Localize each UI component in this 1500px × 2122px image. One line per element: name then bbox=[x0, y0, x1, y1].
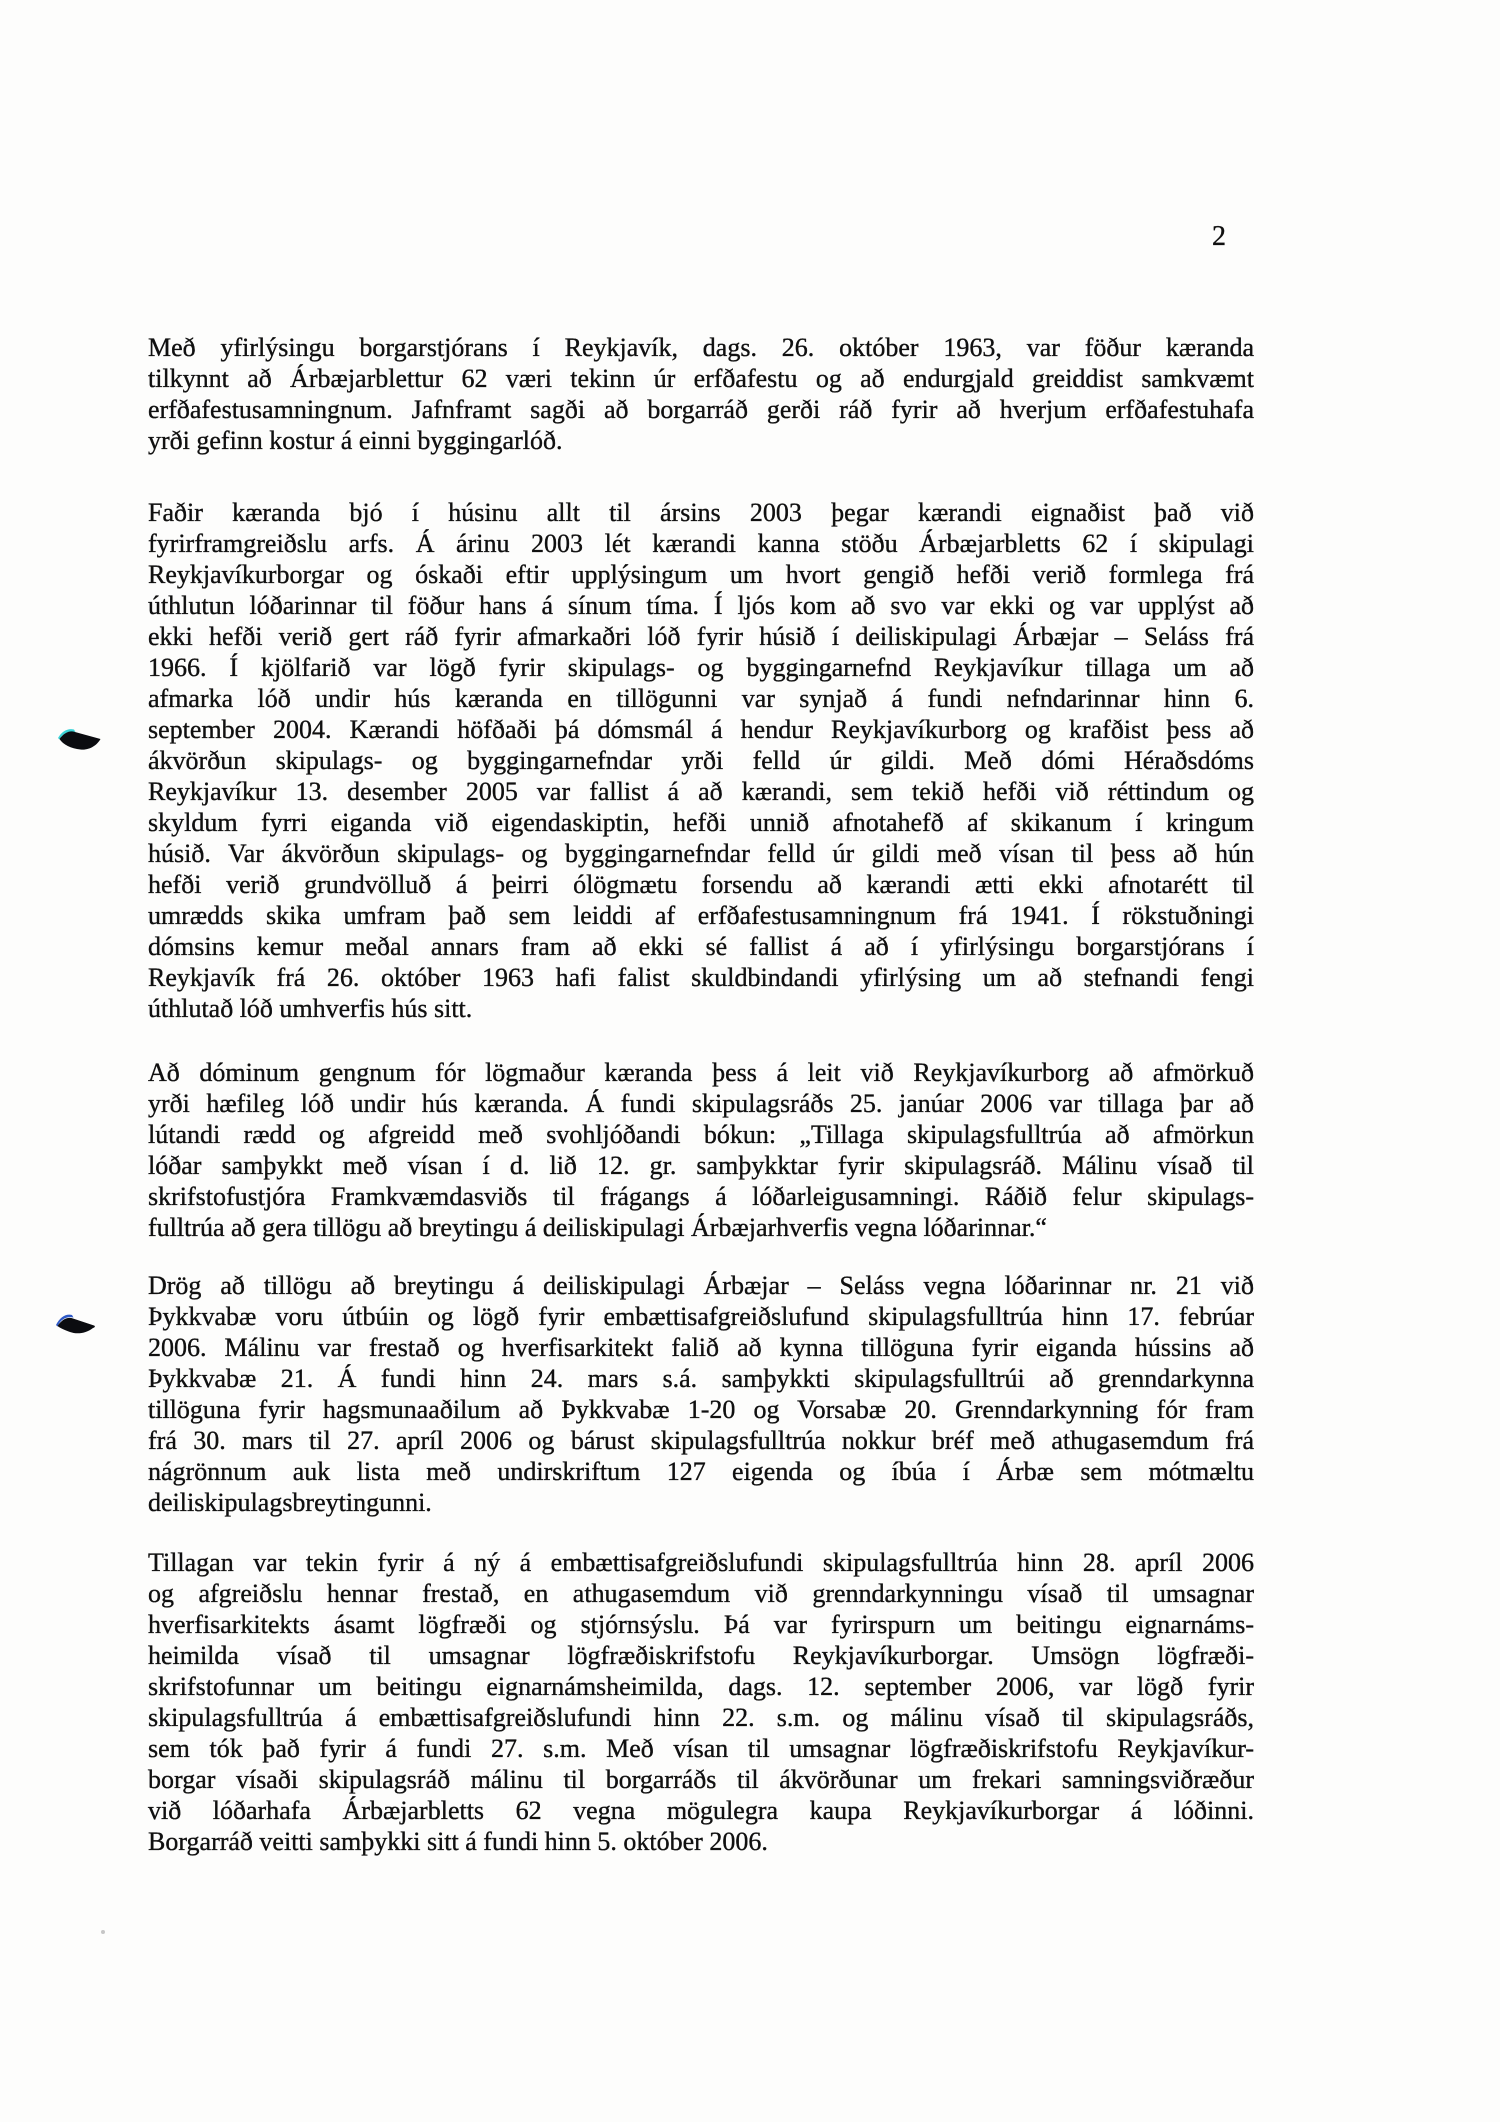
text-line: Tillagan var tekin fyrir á ný á embættisafgreiðslufundi skipulagsfulltrúa hinn 28. apríl 2006 bbox=[148, 1548, 1254, 1577]
text-line: nágrönnum auk lista með undirskriftum 127 eigenda og íbúa í Árbæ sem mótmæltu bbox=[148, 1457, 1254, 1486]
text-line: heimilda vísað til umsagnar lögfræðiskrifstofu Reykjavíkurborgar. Umsögn lögfræði- bbox=[148, 1641, 1254, 1670]
text-line: fyrirframgreiðslu arfs. Á árinu 2003 lét kærandi kanna stöðu Árbæjarbletts 62 í skipulagi bbox=[148, 529, 1254, 558]
paragraph-4 bbox=[148, 1270, 1254, 1518]
text-line: skrifstofustjóra Framkvæmdasviðs til frágangs á lóðarleigusamningi. Ráðið felur skipulags- bbox=[148, 1182, 1254, 1211]
text-line: lútandi rædd og afgreidd með svohljóðandi bókun: „Tillaga skipulagsfulltrúa að afmörkun bbox=[148, 1120, 1254, 1149]
text-line: yrði gefinn kostur á einni byggingarlóð. bbox=[148, 426, 563, 455]
pen-check-mark-icon bbox=[57, 727, 103, 757]
paragraph-5 bbox=[148, 1547, 1254, 1857]
text-line: ekki hefði verið gert ráð fyrir afmarkaðri lóð fyrir húsið í deiliskipulagi Árbæjar – Seláss frá bbox=[148, 622, 1254, 651]
text-line: deiliskipulagsbreytingunni. bbox=[148, 1488, 432, 1517]
text-line: Borgarráð veitti samþykki sitt á fundi hinn 5. október 2006. bbox=[148, 1827, 768, 1856]
text-line: tillöguna fyrir hagsmunaaðilum að Þykkvabæ 1-20 og Vorsabæ 20. Grenndarkynning fór fram bbox=[148, 1395, 1254, 1424]
pen-mark-body bbox=[60, 731, 101, 749]
paragraph-3 bbox=[148, 1057, 1254, 1243]
text-line: húsið. Var ákvörðun skipulags- og byggingarnefndar felld úr gildi með vísan til þess að hún bbox=[148, 839, 1254, 868]
text-line: Með yfirlýsingu borgarstjórans í Reykjavík, dags. 26. október 1963, var föður kæranda bbox=[148, 333, 1254, 362]
text-line: Að dóminum gengnum fór lögmaður kæranda þess á leit við Reykjavíkurborg að afmörkuð bbox=[148, 1058, 1254, 1087]
text-line: sem tók það fyrir á fundi 27. s.m. Með vísan til umsagnar lögfræðiskrifstofu Reykjavíkur- bbox=[148, 1734, 1254, 1763]
text-line: hefði verið grundvölluð á þeirri ólögmætu forsendu að kærandi ætti ekki afnotarétt til bbox=[148, 870, 1254, 899]
text-line: Þykkvabæ voru útbúin og lögð fyrir embættisafgreiðslufund skipulagsfulltrúa hinn 17. febrúar bbox=[148, 1302, 1254, 1331]
text-line: lóðar samþykkt með vísan í d. lið 12. gr. samþykktar fyrir skipulagsráð. Málinu vísað til bbox=[148, 1151, 1254, 1180]
text-line: við lóðarhafa Árbæjarbletts 62 vegna mögulegra kaupa Reykjavíkurborgar á lóðinni. bbox=[148, 1796, 1254, 1825]
text-line: hverfisarkitekts ásamt lögfræði og stjórnsýslu. Þá var fyrirspurn um beitingu eignarnáms- bbox=[148, 1610, 1254, 1639]
text-line: Reykjavík frá 26. október 1963 hafi falist skuldbindandi yfirlýsing um að stefnandi fengi bbox=[148, 963, 1254, 992]
text-line: og afgreiðslu hennar frestað, en athugasemdum við grenndarkynningu vísað til umsagnar bbox=[148, 1579, 1254, 1608]
text-line: 2006. Málinu var frestað og hverfisarkitekt falið að kynna tillöguna fyrir eiganda hússins að bbox=[148, 1333, 1254, 1362]
text-line: Reykjavíkurborgar og óskaði eftir upplýsingum um hvort gengið hefði verið formlega frá bbox=[148, 560, 1254, 589]
text-line: skrifstofunnar um beitingu eignarnámsheimilda, dags. 12. september 2006, var lögð fyrir bbox=[148, 1672, 1254, 1701]
scan-speck bbox=[101, 1930, 105, 1934]
text-line: Reykjavíkur 13. desember 2005 var fallist á að kærandi, sem tekið hefði við réttindum og bbox=[148, 777, 1254, 806]
text-line: úthlutað lóð umhverfis hús sitt. bbox=[148, 994, 473, 1023]
page-number: 2 bbox=[1212, 221, 1226, 252]
paragraph-2 bbox=[148, 497, 1254, 1024]
text-line: skyldum fyrri eiganda við eigendaskiptin, hefði unnið afnotahefð af skikanum í kringum bbox=[148, 808, 1254, 837]
text-line: september 2004. Kærandi höfðaði þá dómsmál á hendur Reykjavíkurborg og krafðist þess að bbox=[148, 715, 1254, 744]
text-line: Drög að tillögu að breytingu á deiliskipulagi Árbæjar – Seláss vegna lóðarinnar nr. 21 við bbox=[148, 1271, 1254, 1300]
text-line: tilkynnt að Árbæjarblettur 62 væri tekinn úr erfðafestu og að endurgjald greiddist samkvæmt bbox=[148, 364, 1254, 393]
text-line: fulltrúa að gera tillögu að breytingu á deiliskipulagi Árbæjarhverfis vegna lóðarinnar.“ bbox=[148, 1213, 1047, 1242]
text-line: frá 30. mars til 27. apríl 2006 og bárust skipulagsfulltrúa nokkur bréf með athugasemdum frá bbox=[148, 1426, 1254, 1455]
text-line: umrædds skika umfram það sem leiddi af erfðafestusamningnum frá 1941. Í rökstuðningi bbox=[148, 901, 1254, 930]
document-body bbox=[148, 332, 1254, 1857]
pen-mark-body bbox=[58, 1318, 95, 1333]
paragraph-1 bbox=[148, 332, 1254, 456]
text-line: skipulagsfulltrúa á embættisafgreiðslufundi hinn 22. s.m. og málinu vísað til skipulagsráðs, bbox=[148, 1703, 1254, 1732]
pen-check-mark-icon bbox=[53, 1312, 101, 1342]
text-line: yrði hæfileg lóð undir hús kæranda. Á fundi skipulagsráðs 25. janúar 2006 var tillaga þar að bbox=[148, 1089, 1254, 1118]
text-line: erfðafestusamningnum. Jafnframt sagði að borgarráð gerði ráð fyrir að hverjum erfðafestuhafa bbox=[148, 395, 1254, 424]
text-line: Þykkvabæ 21. Á fundi hinn 24. mars s.á. samþykkti skipulagsfulltrúi að grenndarkynna bbox=[148, 1364, 1254, 1393]
text-line: ákvörðun skipulags- og byggingarnefndar yrði felld úr gildi. Með dómi Héraðsdóms bbox=[148, 746, 1254, 775]
text-line: úthlutun lóðarinnar til föður hans á sínum tíma. Í ljós kom að svo var ekki og var upplýst að bbox=[148, 591, 1254, 620]
text-line: afmarka lóð undir hús kæranda en tillögunni var synjað á fundi nefndarinnar hinn 6. bbox=[148, 684, 1254, 713]
text-line: Faðir kæranda bjó í húsinu allt til ársins 2003 þegar kærandi eignaðist það við bbox=[148, 498, 1254, 527]
text-line: 1966. Í kjölfarið var lögð fyrir skipulags- og byggingarnefnd Reykjavíkur tillaga um að bbox=[148, 653, 1254, 682]
text-line: dómsins kemur meðal annars fram að ekki sé fallist á að í yfirlýsingu borgarstjórans í bbox=[148, 932, 1254, 961]
text-line: borgar vísaði skipulagsráð málinu til borgarráðs til ákvörðunar um frekari samningsviðræður bbox=[148, 1765, 1254, 1794]
